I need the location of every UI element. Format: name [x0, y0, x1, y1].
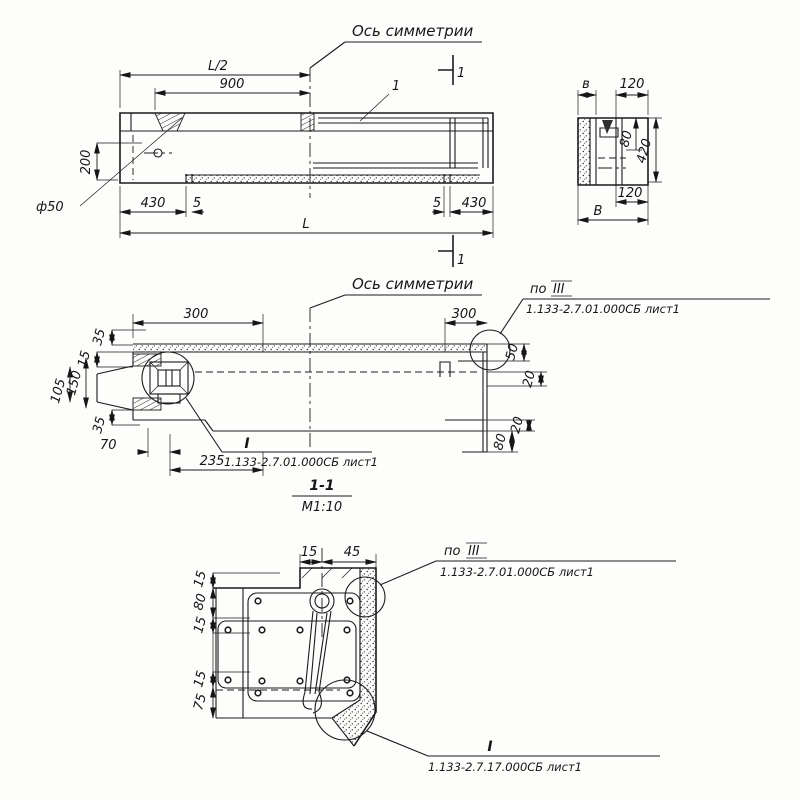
beam-elevation-dimensions	[36, 55, 493, 268]
dim-80-end-view: 80	[617, 129, 637, 150]
beam-plan-geometry	[97, 318, 487, 452]
dim-235: 235	[199, 454, 225, 469]
dim-80-plan: 80	[491, 432, 511, 453]
detail-i-plan-ref: 1.133-2.7.01.000СБ лист1	[224, 455, 378, 469]
dim-430-right: 430	[461, 196, 487, 211]
detail-i-section-ref: 1.133-2.7.17.000СБ лист1	[428, 760, 582, 774]
dim-200: 200	[79, 149, 94, 175]
dim-70: 70	[100, 438, 117, 453]
axis-of-symmetry-label-plan: Ось симметрии	[352, 275, 474, 293]
end-view-dimensions	[578, 77, 662, 225]
dim-50: 50	[503, 342, 523, 363]
dim-420: 420	[634, 137, 656, 166]
dim-900: 900	[219, 77, 245, 92]
dim-20-upper: 20	[520, 369, 540, 390]
dim-75: 75	[191, 692, 211, 713]
section-mark-top	[438, 55, 453, 85]
detail-i-section-label: I	[487, 739, 493, 755]
detail-iii-plan-ref: 1.133-2.7.01.000СБ лист1	[526, 302, 680, 316]
dim-5-right: 5	[432, 196, 442, 211]
section-name: 1-1	[309, 478, 335, 494]
dim-300-left: 300	[183, 307, 209, 322]
dim-15-c: 15	[191, 669, 211, 690]
axis-of-symmetry-label-top: Ось симметрии	[352, 22, 474, 40]
beam-end-view	[578, 77, 662, 225]
item-1-callout: 1	[391, 79, 401, 94]
detail-i-plan-label: I	[244, 436, 250, 452]
detail-iii-section-ref: 1.133-2.7.01.000СБ лист1	[440, 565, 594, 579]
dim-35-top: 35	[90, 327, 110, 348]
dim-b-bottom: В	[593, 204, 603, 219]
dim-15-a: 15	[191, 569, 211, 590]
dim-15-plan: 15	[75, 349, 95, 370]
dim-300-right: 300	[451, 307, 477, 322]
detail-iii-plan-numeral: III	[553, 282, 565, 297]
dim-15-b: 15	[191, 615, 211, 636]
section-geometry	[213, 548, 376, 746]
detail-circle-i-plan	[142, 352, 378, 469]
dim-20-lower: 20	[508, 415, 528, 436]
dim-5-left: 5	[192, 196, 202, 211]
section-1-1-detail	[191, 543, 676, 774]
detail-circle-iii-section	[345, 543, 676, 617]
dim-45: 45	[343, 545, 361, 560]
detail-iii-section-numeral: III	[468, 544, 480, 559]
beam-plan-view	[48, 275, 770, 515]
section-scale: М1:10	[301, 500, 343, 515]
dim-b-top: в	[582, 77, 590, 92]
detail-iii-section-word: по	[444, 544, 461, 559]
section-dimensions	[191, 545, 376, 718]
section-mark-bottom-label: 1	[457, 253, 466, 268]
dim-105: 105	[48, 377, 70, 406]
reinforcement-cage	[218, 589, 360, 713]
section-mark-bottom	[438, 235, 453, 267]
hole-diameter-label: ф50	[36, 200, 64, 215]
dim-80-section: 80	[191, 592, 211, 613]
beam-elevation-view	[36, 22, 493, 268]
section-mark-top-label: 1	[457, 66, 466, 81]
dim-35-bottom: 35	[90, 415, 110, 436]
dim-length: L	[302, 217, 310, 232]
detail-iii-plan-word: по	[530, 282, 547, 297]
dim-15-top-section: 15	[300, 545, 318, 560]
axis-label-leader	[310, 42, 345, 68]
dim-120-bottom: 120	[617, 186, 643, 201]
dim-430-left: 430	[140, 196, 166, 211]
section-title	[292, 478, 352, 515]
beam-plan-dimensions	[48, 307, 547, 476]
dim-150: 150	[64, 369, 86, 398]
dim-half-length: L/2	[208, 59, 228, 74]
dim-120-top: 120	[619, 77, 645, 92]
lifting-loop	[303, 589, 334, 713]
